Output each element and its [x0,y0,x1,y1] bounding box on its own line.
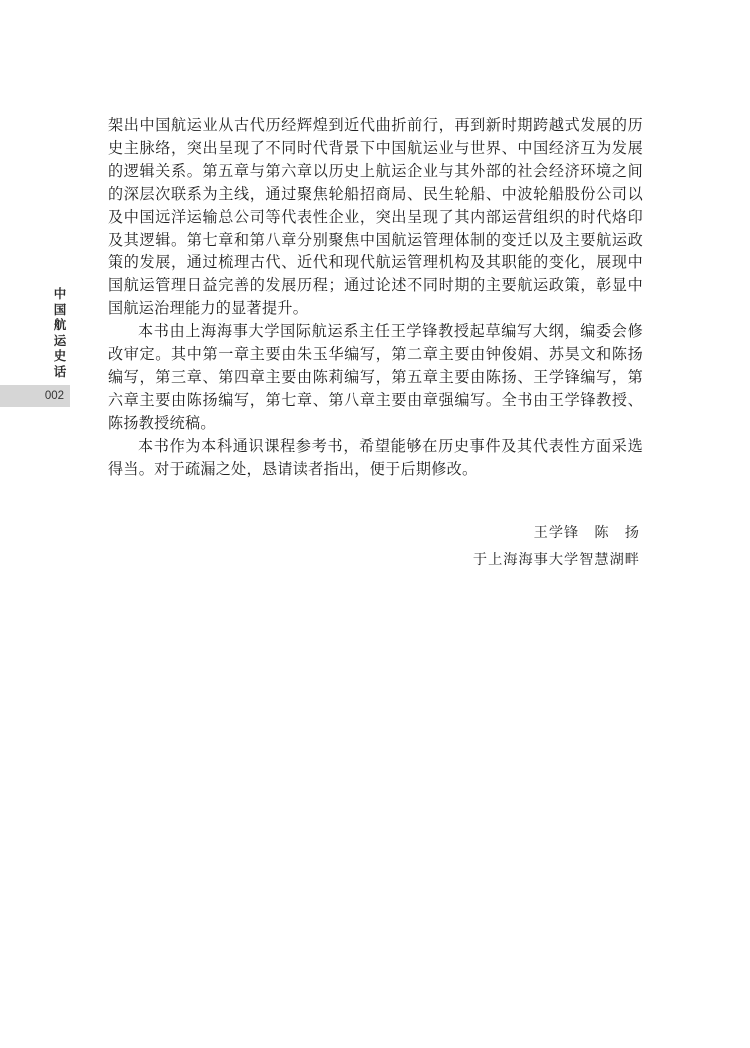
book-title-char: 航 [53,317,67,332]
page-number: 002 [44,390,64,402]
signature-authors: 王学锋 陈 扬 [533,525,640,541]
signature-place: 于上海海事大学智慧湖畔 [472,552,640,568]
book-title-char: 史 [53,348,67,363]
page-number-tab [0,385,70,407]
paragraph-authorship: 本书由上海海事大学国际航运系主任王学锋教授起草编写大纲，编委会修改审定。其中第一章主要由朱玉华编写，第二章主要由钟俊娟、苏昊文和陈扬编写，第三章、第四章主要由陈莉编写，第五章主要由陈扬、王学锋编写，第六章主要由陈扬编写，第七章、第八章主要由章强编写。全书由王学锋教授、陈扬教授统稿。 [108,322,643,432]
paragraph-continued: 架出中国航运业从古代历经辉煌到近代曲折前行，再到新时期跨越式发展的历史主脉络，突出呈现了不同时代背景下中国航运业与世界、中国经济互为发展的逻辑关系。第五章与第六章以历史上航运企业与其外部的社会经济环境之间的深层次联系为主线，通过聚焦轮船招商局、民生轮船、中波轮船股份公司以及中国远洋运输总公司等代表性企业，突出呈现了其内部运营组织的时代烙印及其逻辑。第七章和第八章分别聚焦中国航运管理体制的变迁以及主要航运政策的发展，通过梳理古代、近代和现代航运管理机构及其职能的变化，展现中国航运管理日益完善的发展历程；通过论述不同时期的主要航运政策，彰显中国航运治理能力的显著提升。 [108,116,643,318]
book-title-char: 国 [53,301,67,317]
book-title-vertical [50,286,70,379]
paragraph-purpose: 本书作为本科通识课程参考书，希望能够在历史事件及其代表性方面采选得当。对于疏漏之处，恳请读者指出，便于后期修改。 [108,436,643,478]
book-title-char: 话 [53,363,67,379]
book-title-char: 运 [53,332,67,348]
body-text [108,114,643,481]
book-title-char: 中 [53,286,67,301]
